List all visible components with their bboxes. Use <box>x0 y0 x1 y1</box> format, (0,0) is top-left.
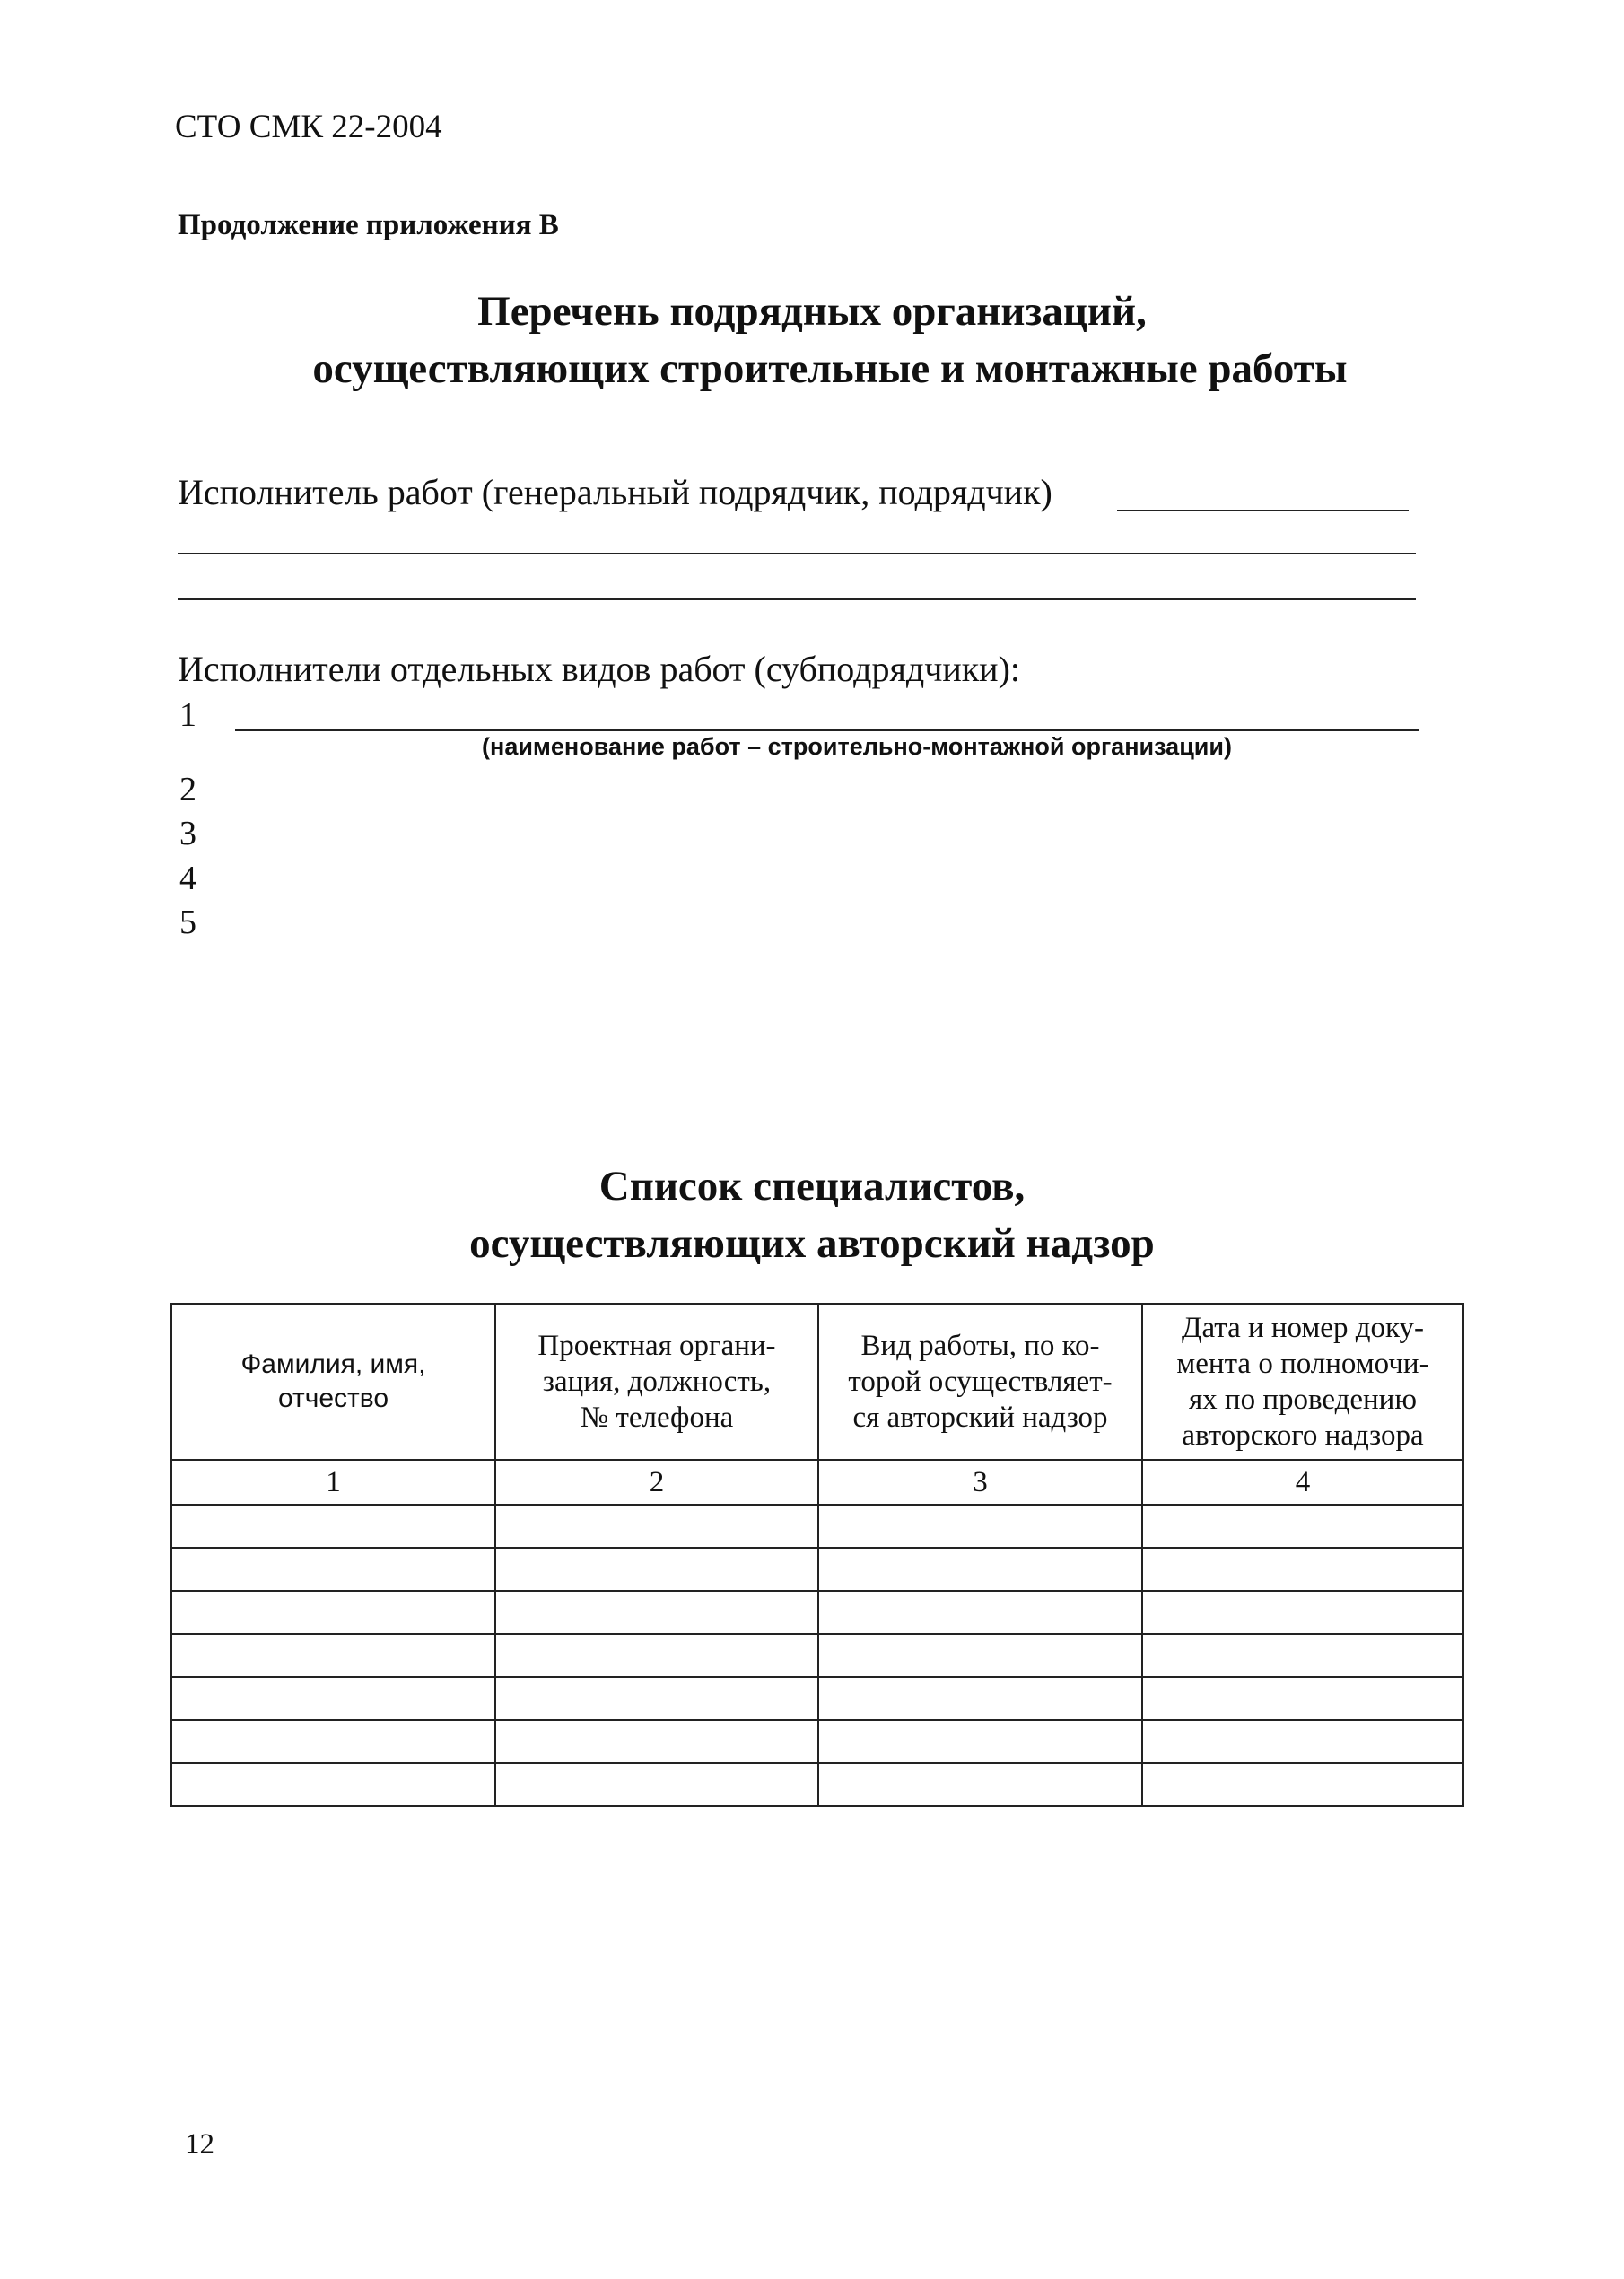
table-cell <box>495 1591 818 1634</box>
column-header-organization: Проектная органи- зация, должность, № телефона <box>495 1304 818 1460</box>
section-title-contractors <box>0 283 1624 397</box>
table-cell <box>818 1591 1142 1634</box>
subcontractor-number-4: 4 <box>179 860 196 897</box>
table-cell <box>171 1720 495 1763</box>
table-row <box>171 1763 1463 1806</box>
column-number-row <box>171 1460 1463 1505</box>
document-code: СТО СМК 22-2004 <box>175 109 442 145</box>
table-row <box>171 1720 1463 1763</box>
table-cell <box>818 1548 1142 1591</box>
table-cell <box>1142 1591 1463 1634</box>
subcontractor-number-1: 1 <box>179 696 196 734</box>
table-cell <box>171 1548 495 1591</box>
column-number-4: 4 <box>1142 1460 1463 1505</box>
section-title-contractors-line2: осуществляющих строительные и монтажные работы <box>312 345 1348 392</box>
column-header-name: Фамилия, имя, отчество <box>171 1304 495 1460</box>
table-cell <box>495 1677 818 1720</box>
table-cell <box>818 1763 1142 1806</box>
column-number-2: 2 <box>495 1460 818 1505</box>
table-row <box>171 1634 1463 1677</box>
table-cell <box>171 1634 495 1677</box>
table-cell <box>171 1677 495 1720</box>
table-cell <box>1142 1548 1463 1591</box>
table-cell <box>1142 1505 1463 1548</box>
column-header-work-type: Вид работы, по ко- торой осуществляет- ся авторский надзор <box>818 1304 1142 1460</box>
section-title-specialists-line2: осуществляющих авторский надзор <box>469 1220 1155 1267</box>
table-cell <box>818 1634 1142 1677</box>
section-title-specialists <box>0 1157 1624 1272</box>
table-cell <box>171 1505 495 1548</box>
contractor-fill-line-2 <box>178 553 1416 554</box>
specialists-table <box>170 1303 1464 1807</box>
contractor-fill-line-3 <box>178 598 1416 600</box>
table-cell <box>495 1763 818 1806</box>
contractor-label: Исполнитель работ (генеральный подрядчик, подрядчик) <box>178 472 1052 512</box>
subcontractor-number-5: 5 <box>179 904 196 941</box>
subcontractor-fill-line-1 <box>235 729 1419 731</box>
table-cell <box>495 1634 818 1677</box>
column-number-3: 3 <box>818 1460 1142 1505</box>
subcontractor-number-2: 2 <box>179 771 196 808</box>
table-row <box>171 1548 1463 1591</box>
table-cell <box>818 1505 1142 1548</box>
table-cell <box>1142 1763 1463 1806</box>
continuation-label: Продолжение приложения В <box>178 209 559 241</box>
contractor-fill-line <box>1117 510 1409 511</box>
subcontractor-number-3: 3 <box>179 815 196 852</box>
section-title-contractors-line1: Перечень подрядных организаций, <box>477 288 1147 335</box>
table-cell <box>818 1720 1142 1763</box>
table-cell <box>495 1505 818 1548</box>
table-row <box>171 1591 1463 1634</box>
table-row <box>171 1505 1463 1548</box>
subcontractors-label: Исполнители отдельных видов работ (субподрядчики): <box>178 649 1021 689</box>
page-number: 12 <box>185 2128 214 2161</box>
section-title-specialists-line1: Список специалистов, <box>598 1163 1026 1209</box>
column-number-1: 1 <box>171 1460 495 1505</box>
table-cell <box>1142 1634 1463 1677</box>
line-caption: (наименование работ – строительно-монтажной организации) <box>482 733 1232 760</box>
table-cell <box>171 1591 495 1634</box>
table-cell <box>495 1548 818 1591</box>
table-cell <box>1142 1720 1463 1763</box>
table-cell <box>818 1677 1142 1720</box>
column-header-document: Дата и номер доку- мента о полномочи- ях по проведению авторского надзора <box>1142 1304 1463 1460</box>
table-cell <box>171 1763 495 1806</box>
table-header-row <box>171 1304 1463 1460</box>
table-cell <box>1142 1677 1463 1720</box>
table-row <box>171 1677 1463 1720</box>
table-cell <box>495 1720 818 1763</box>
